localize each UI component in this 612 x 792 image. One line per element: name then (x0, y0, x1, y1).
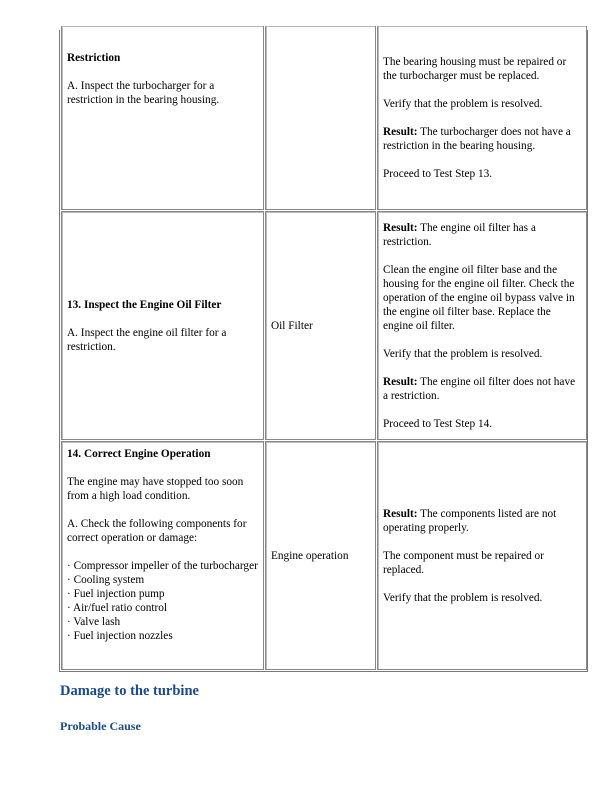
value-text: Oil Filter (271, 319, 313, 332)
result-text: Result: The components listed are not operating properly. (383, 507, 557, 534)
result-text: Result: The engine oil filter does not have a restriction. (383, 375, 576, 402)
subheading: Probable Cause (60, 719, 141, 733)
result-cell (377, 26, 587, 210)
result-text: Verify that the problem is resolved. (383, 347, 543, 360)
list-item: · Compressor impeller of the turbocharger (67, 560, 258, 572)
result-cell (377, 441, 587, 670)
list-item: · Air/fuel ratio control (67, 602, 168, 614)
section-heading: Damage to the turbine (60, 683, 199, 699)
list-item: · Cooling system (67, 574, 145, 586)
value-text: Engine operation (271, 549, 349, 562)
step-text: A. Inspect the turbocharger for a restriction in the bearing housing. (67, 80, 220, 106)
list-item: · Fuel injection nozzles (67, 630, 173, 642)
troubleshooting-table (59, 30, 588, 672)
step-title: 14. Correct Engine Operation (67, 448, 211, 460)
step-text: The engine may have stopped too soon from a high load condition. (67, 476, 244, 502)
result-text: Verify that the problem is resolved. (383, 591, 543, 604)
result-text: Verify that the problem is resolved. (383, 97, 543, 110)
value-cell (265, 26, 376, 210)
result-text: Result: The engine oil filter has a restriction. (383, 221, 536, 248)
component-list (67, 559, 258, 643)
value-cell (265, 211, 376, 440)
result-text: Clean the engine oil filter base and the housing for the engine oil filter. Check the operation of the engine oil bypass valve in the engine oil filter base. Replace the engine oil filter. (383, 263, 575, 332)
step-title: Restriction (67, 52, 121, 64)
step-text: A. Inspect the engine oil filter for a restriction. (67, 326, 227, 353)
result-text: The bearing housing must be repaired or the turbocharger must be replaced. (383, 55, 567, 82)
test-step-cell (61, 211, 264, 440)
test-step-cell (61, 441, 264, 670)
result-text: Proceed to Test Step 14. (383, 417, 493, 430)
result-text: Proceed to Test Step 13. (383, 167, 493, 180)
result-text: Result: The turbocharger does not have a restriction in the bearing housing. (383, 125, 571, 152)
step-text: A. Check the following components for correct operation or damage: (67, 518, 247, 544)
list-item: · Valve lash (67, 616, 121, 628)
value-cell (265, 441, 376, 670)
test-step-cell (61, 26, 264, 210)
step-title: 13. Inspect the Engine Oil Filter (67, 298, 222, 311)
result-cell (377, 211, 587, 440)
list-item: · Fuel injection pump (67, 588, 165, 600)
result-text: The component must be repaired or replaced. (383, 549, 544, 576)
